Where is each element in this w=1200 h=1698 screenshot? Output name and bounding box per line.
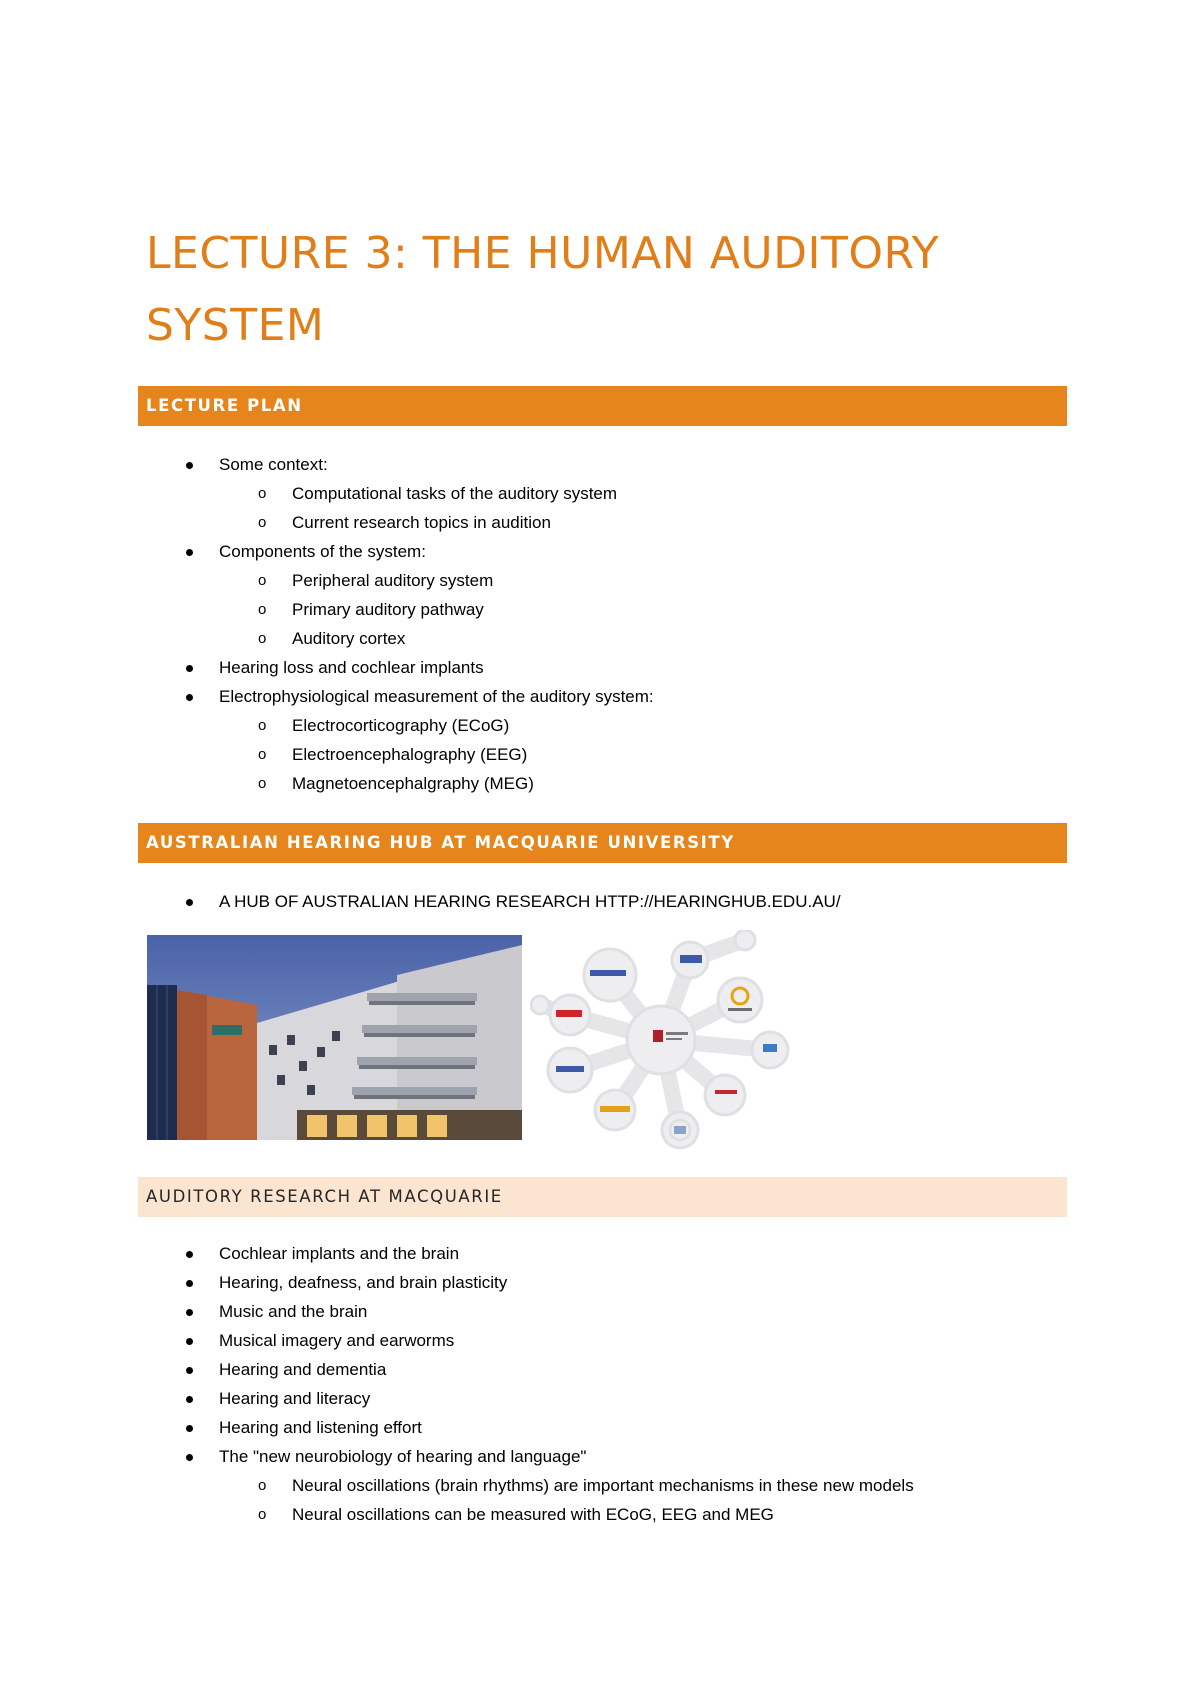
bullet-item: Some context: bbox=[0, 450, 654, 479]
bullet-item: Musical imagery and earworms bbox=[0, 1326, 914, 1355]
building-illustration bbox=[147, 935, 522, 1140]
bullet-item: Electrophysiological measurement of the auditory system: bbox=[0, 682, 654, 711]
sub-bullet-item: o Auditory cortex bbox=[0, 624, 654, 653]
auditory-research-list bbox=[0, 1239, 914, 1529]
bullet-item: Music and the brain bbox=[0, 1297, 914, 1326]
sub-bullet-item: o Electroencephalography (EEG) bbox=[0, 740, 654, 769]
section-heading-hearing-hub: AUSTRALIAN HEARING HUB AT MACQUARIE UNIVERSITY bbox=[138, 823, 1067, 863]
sub-bullet-item: o Primary auditory pathway bbox=[0, 595, 654, 624]
bullet-item: The "new neurobiology of hearing and language" bbox=[0, 1442, 914, 1471]
hearing-hub-partner-network bbox=[530, 930, 792, 1150]
bullet-item: Components of the system: bbox=[0, 537, 654, 566]
sub-bullet-item: o Electrocorticography (ECoG) bbox=[0, 711, 654, 740]
bullet-item: Hearing and literacy bbox=[0, 1384, 914, 1413]
sub-bullet-item: o Magnetoencephalgraphy (MEG) bbox=[0, 769, 654, 798]
hearing-hub-list bbox=[0, 887, 841, 916]
lecture-plan-list bbox=[0, 450, 654, 798]
sub-bullet-item: o Neural oscillations can be measured with ECoG, EEG and MEG bbox=[0, 1500, 914, 1529]
bullet-item: Hearing and dementia bbox=[0, 1355, 914, 1384]
section-heading-lecture-plan: LECTURE PLAN bbox=[138, 386, 1067, 426]
sub-bullet-item: o Current research topics in audition bbox=[0, 508, 654, 537]
bullet-item: Cochlear implants and the brain bbox=[0, 1239, 914, 1268]
sub-bullet-item: o Neural oscillations (brain rhythms) are important mechanisms in these new models bbox=[0, 1471, 914, 1500]
bullet-item: Hearing, deafness, and brain plasticity bbox=[0, 1268, 914, 1297]
page-title: LECTURE 3: THE HUMAN AUDITORY SYSTEM bbox=[146, 228, 940, 351]
bullet-item: A HUB OF AUSTRALIAN HEARING RESEARCH HTTP://HEARINGHUB.EDU.AU/ bbox=[0, 887, 841, 916]
sub-bullet-item: o Peripheral auditory system bbox=[0, 566, 654, 595]
bullet-item: Hearing and listening effort bbox=[0, 1413, 914, 1442]
hearing-hub-building-photo bbox=[147, 935, 522, 1140]
section-heading-auditory-research: AUDITORY RESEARCH AT MACQUARIE bbox=[138, 1177, 1067, 1217]
partner-network-illustration bbox=[530, 930, 792, 1150]
sub-bullet-item: o Computational tasks of the auditory system bbox=[0, 479, 654, 508]
bullet-item: Hearing loss and cochlear implants bbox=[0, 653, 654, 682]
